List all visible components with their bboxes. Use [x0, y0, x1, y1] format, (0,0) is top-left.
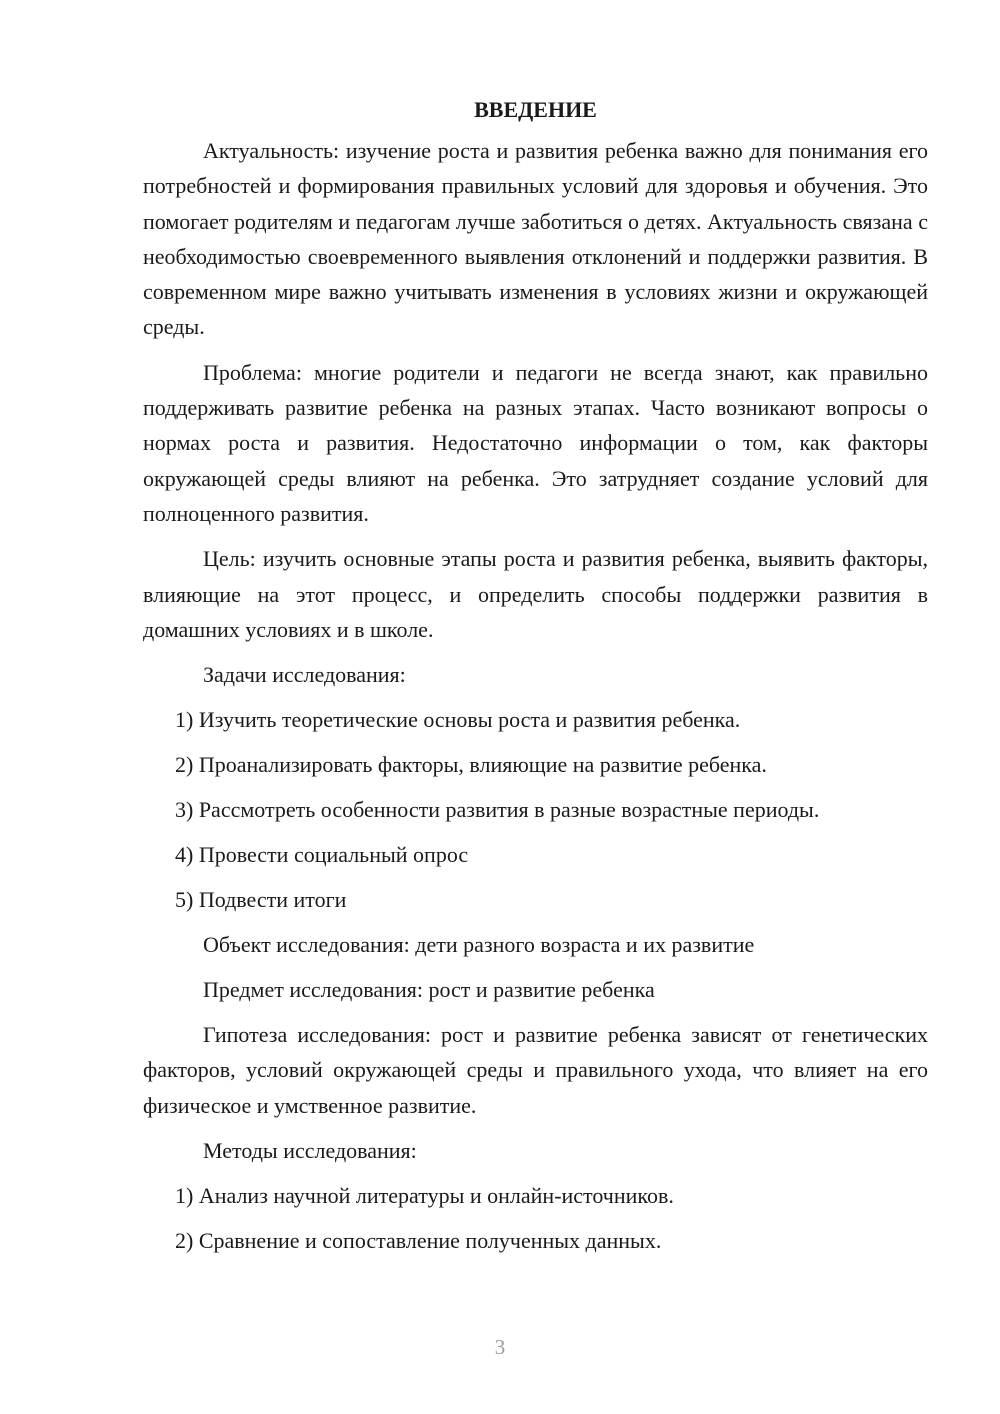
- tasks-heading: Задачи исследования:: [203, 662, 406, 688]
- list-item: 2) Сравнение и сопоставление полученных данных.: [175, 1228, 662, 1254]
- methods-list: [143, 1178, 928, 1258]
- list-item: 5) Подвести итоги: [175, 887, 347, 913]
- object-line: Объект исследования: дети разного возраста и их развитие: [203, 932, 755, 958]
- problem-paragraph: Проблема: многие родители и педагоги не всегда знают, как правильно поддерживать развитие ребенка на разных этапах. Часто возникают вопросы о нормах роста и развития. Недостаточно информации о том, как факторы окружающей среды влияют на ребенка. Это затрудняет создание условий для полноценного развития.: [143, 359, 928, 526]
- page-title: ВВЕДЕНИЕ: [474, 97, 597, 122]
- list-item: 1) Изучить теоретические основы роста и развития ребенка.: [175, 707, 741, 733]
- subject-line: Предмет исследования: рост и развитие ребенка: [203, 977, 655, 1003]
- tasks-list: [143, 702, 928, 917]
- list-item: 2) Проанализировать факторы, влияющие на развитие ребенка.: [175, 752, 767, 778]
- hypothesis-paragraph: Гипотеза исследования: рост и развитие ребенка зависят от генетических факторов, условий окружающей среды и правильного ухода, что влияет на его физическое и умственное развитие.: [143, 1022, 928, 1118]
- list-item: 1) Анализ научной литературы и онлайн-источников.: [175, 1183, 674, 1209]
- list-item: 4) Провести социальный опрос: [175, 842, 469, 868]
- methods-heading: Методы исследования:: [203, 1138, 417, 1164]
- page-number: 3: [494, 1335, 506, 1359]
- relevance-paragraph: Актуальность: изучение роста и развития ребенка важно для понимания его потребностей и формирования правильных условий для здоровья и обучения. Это помогает родителям и педагогам лучше заботиться о детях. Актуальность связана с необходимостью своевременного выявления отклонений и поддержки развития. В современном мире важно учитывать изменения в условиях жизни и окружающей среды.: [143, 138, 928, 340]
- goal-paragraph: Цель: изучить основные этапы роста и развития ребенка, выявить факторы, влияющие на этот процесс, и определить способы поддержки развития в домашних условиях и в школе.: [143, 546, 928, 642]
- list-item: 3) Рассмотреть особенности развития в разные возрастные периоды.: [175, 797, 820, 823]
- document-page: [143, 92, 928, 1268]
